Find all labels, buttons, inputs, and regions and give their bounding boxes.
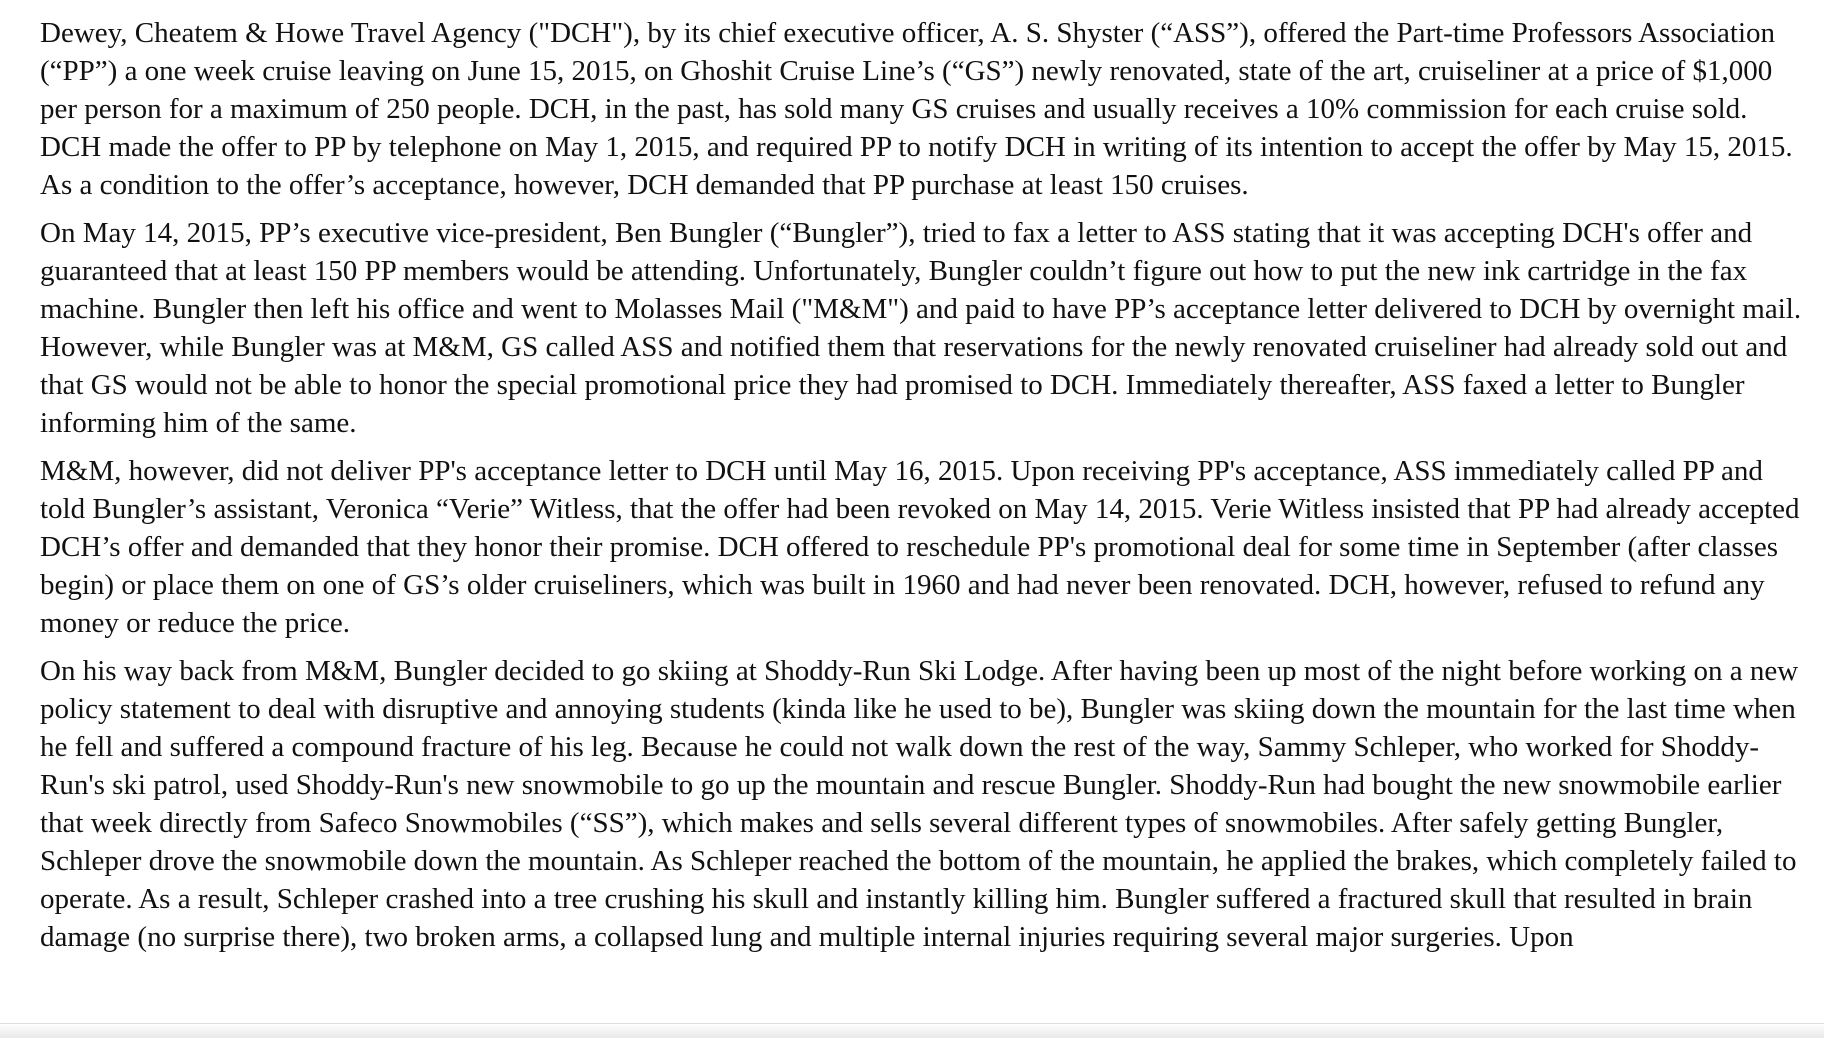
bottom-edge-shadow <box>0 1023 1824 1038</box>
paragraph-acceptance-attempt: On May 14, 2015, PP’s executive vice-president, Ben Bungler (“Bungler”), tried to fax a letter to ASS stating that it was accepting DCH's offer and guaranteed that at least 150 PP members would be attending. Unfortunately, Bungler couldn’t figure out how to put the new ink cartridge in the fax machine. Bungler then left his office and went to Molasses Mail ("M&M") and paid to have PP’s acceptance letter delivered to DCH by overnight mail. However, while Bungler was at M&M, GS called ASS and notified them that reservations for the newly renovated cruiseliner had already sold out and that GS would not be able to honor the special promotional price they had promised to DCH. Immediately thereafter, ASS faxed a letter to Bungler informing him of the same. <box>40 217 1802 439</box>
paragraph-ski-accident: On his way back from M&M, Bungler decided to go skiing at Shoddy-Run Ski Lodge. After having been up most of the night before working on a new policy statement to deal with disruptive and annoying students (kinda like he used to be), Bungler was skiing down the mountain for the last time when he fell and suffered a compound fracture of his leg. Because he could not walk down the rest of the way, Sammy Schleper, who worked for Shoddy-Run's ski patrol, used Shoddy-Run's new snowmobile to go up the mountain and rescue Bungler. Shoddy-Run had bought the new snowmobile earlier that week directly from Safeco Snowmobiles (“SS”), which makes and sells several different types of snowmobiles. After safely getting Bungler, Schleper drove the snowmobile down the mountain. As Schleper reached the bottom of the mountain, he applied the brakes, which completely failed to operate. As a result, Schleper crashed into a tree crushing his skull and instantly killing him. Bungler suffered a fractured skull that resulted in brain damage (no surprise there), two broken arms, a collapsed lung and multiple internal injuries requiring several major surgeries. Upon <box>40 655 1799 953</box>
paragraph-offer: Dewey, Cheatem & Howe Travel Agency ("DCH"), by its chief executive officer, A. S. Shyster (“ASS”), offered the Part-time Professors Association (“PP”) a one week cruise leaving on June 15, 2015, on Ghoshit Cruise Line’s (“GS”) newly renovated, state of the art, cruiseliner at a price of $1,000 per person for a maximum of 250 people. DCH, in the past, has sold many GS cruises and usually receives a 10% commission for each cruise sold. DCH made the offer to PP by telephone on May 1, 2015, and required PP to notify DCH in writing of its intention to accept the offer by May 15, 2015. As a condition to the offer’s acceptance, however, DCH demanded that PP purchase at least 150 cruises. <box>40 17 1793 201</box>
paragraph-late-delivery: M&M, however, did not deliver PP's acceptance letter to DCH until May 16, 2015. Upon receiving PP's acceptance, ASS immediately called PP and told Bungler’s assistant, Veronica “Verie” Witless, that the offer had been revoked on May 14, 2015. Verie Witless insisted that PP had already accepted DCH’s offer and demanded that they honor their promise. DCH offered to reschedule PP's promotional deal for some time in September (after classes begin) or place them on one of GS’s older cruiseliners, which was built in 1960 and had never been renovated. DCH, however, refused to refund any money or reduce the price. <box>40 455 1800 639</box>
document-body <box>40 14 1810 966</box>
